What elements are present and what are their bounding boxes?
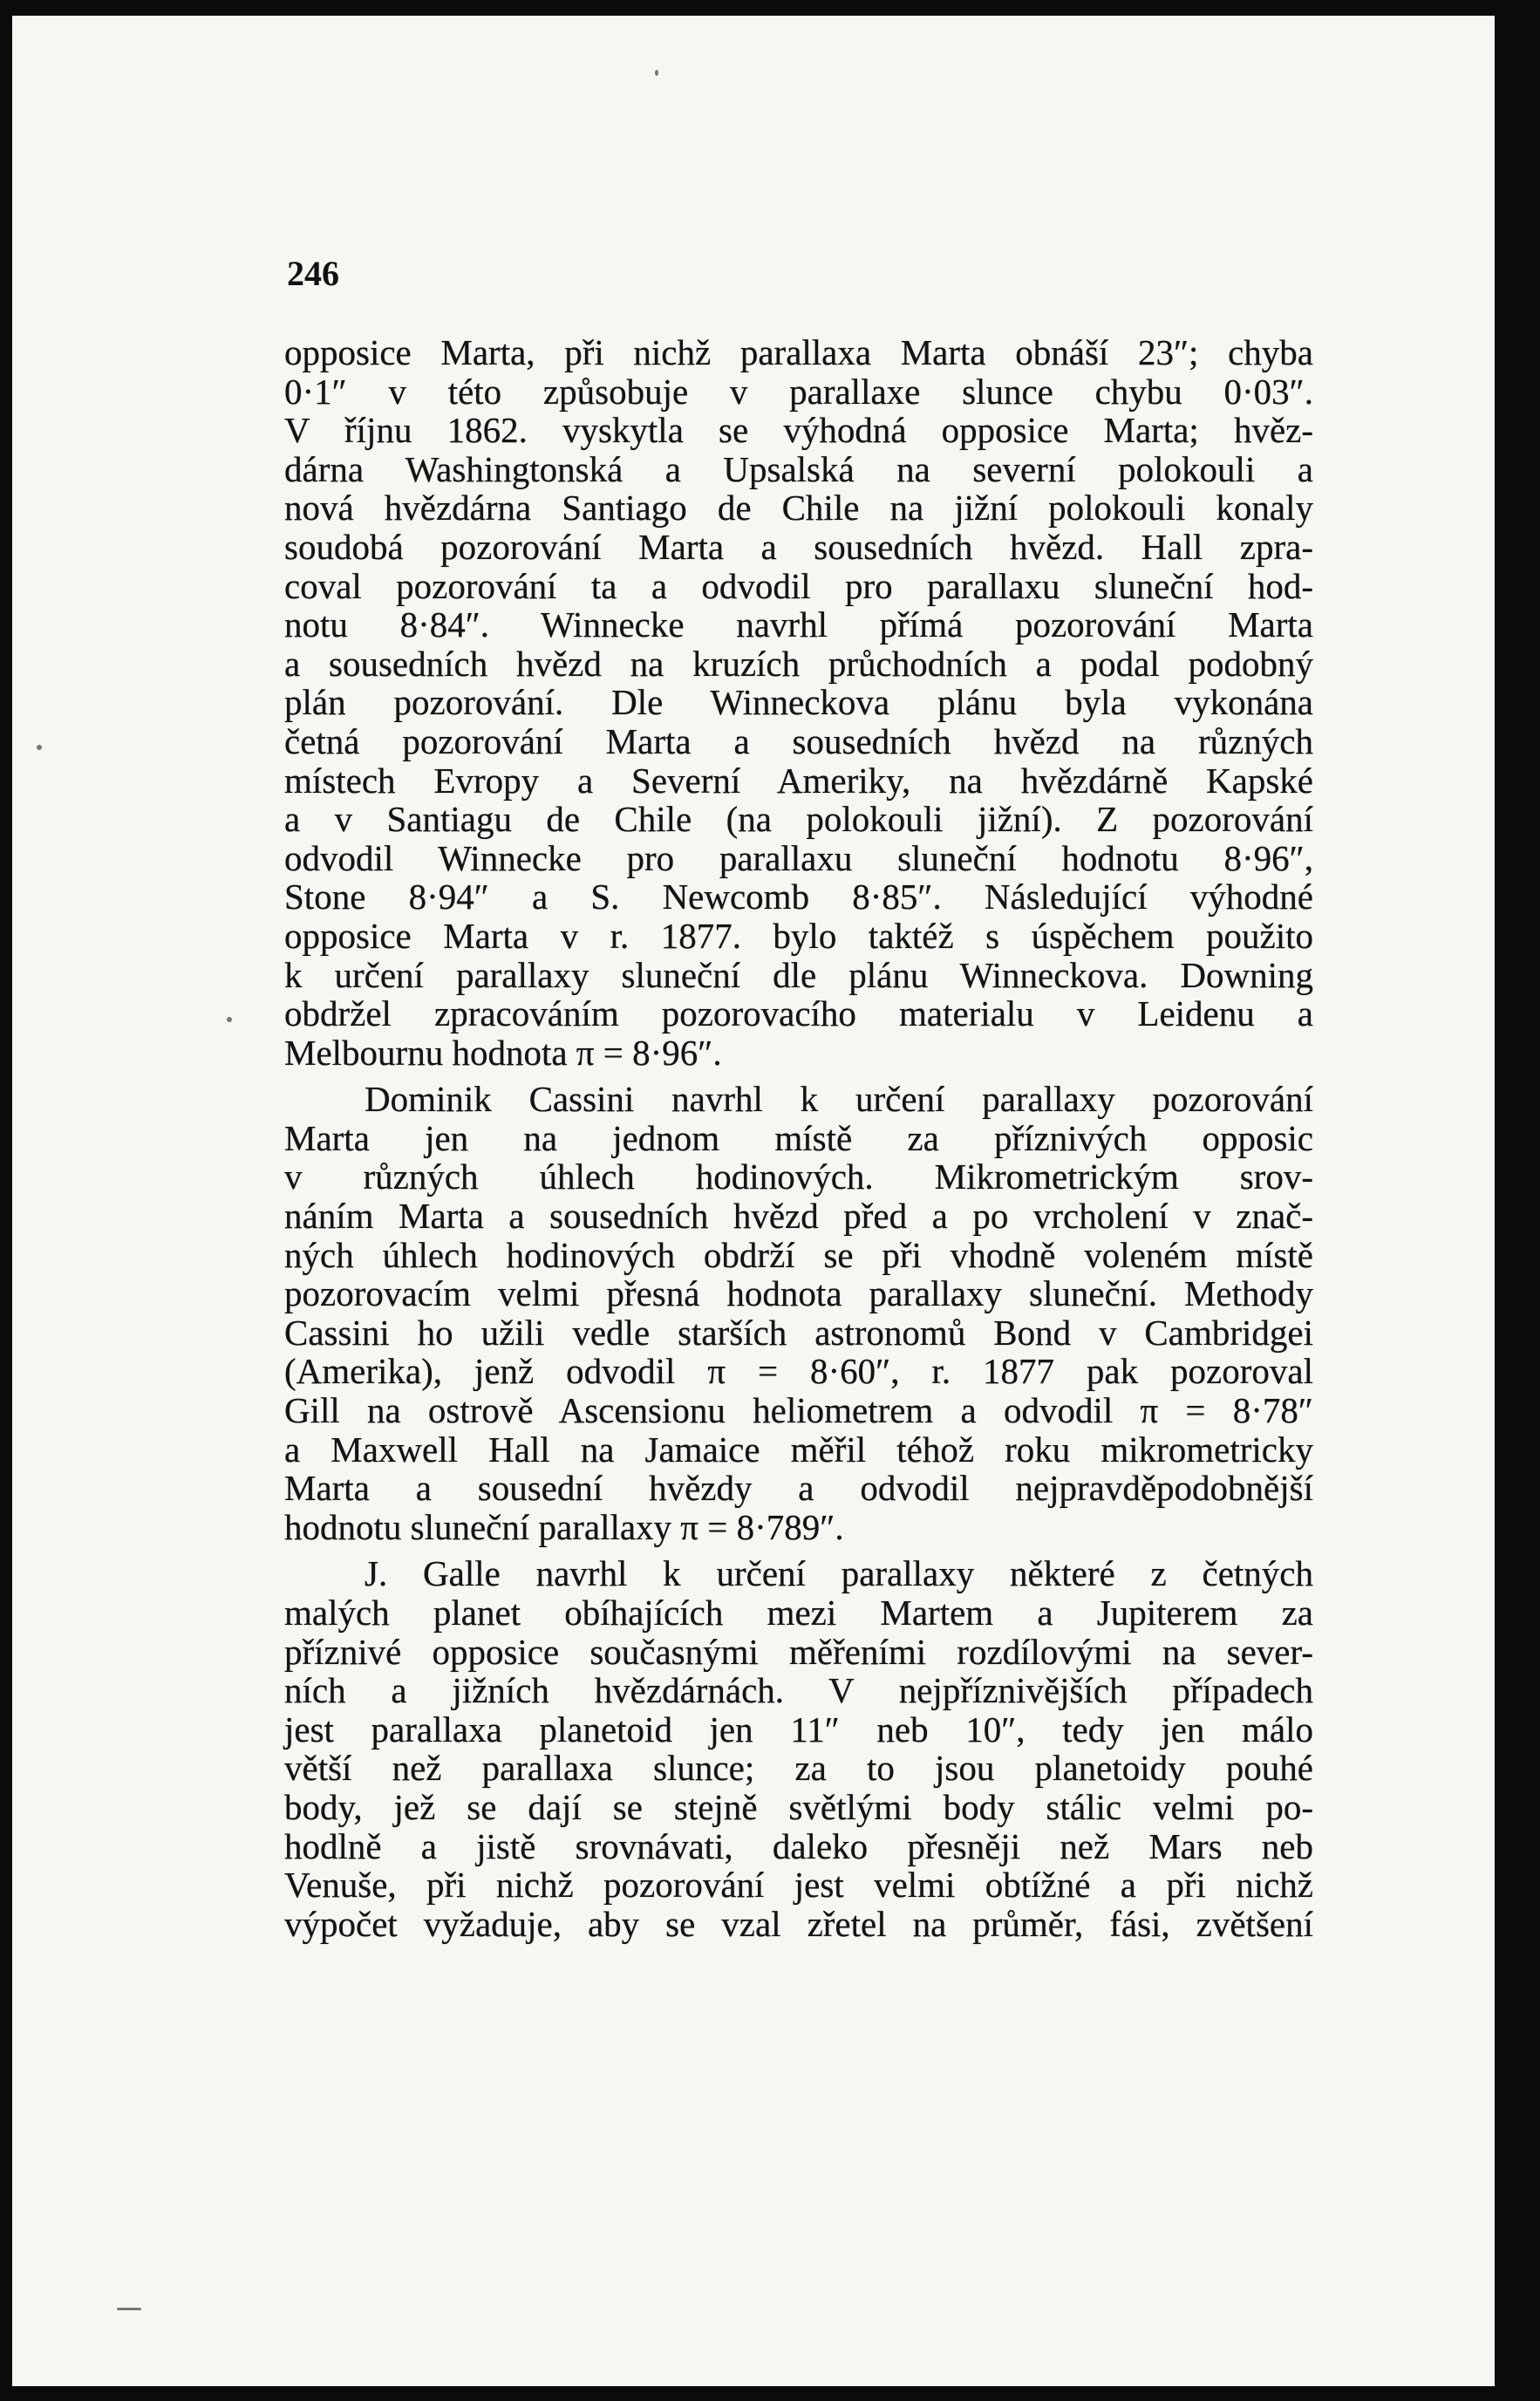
paragraph [284,1080,1313,1546]
text-line: opposice Marta v r. 1877. bylo taktéž s úspěchem použito [284,915,1313,956]
scan-speck [655,70,658,76]
text-line: hodlně a jistě srovnávati, daleko přesněji než Mars neb [284,1825,1313,1866]
text-line: četná pozorování Marta a sousedních hvězd na různých [284,720,1313,761]
text-line: a Maxwell Hall na Jamaice měřil téhož roku mikrometricky [284,1429,1313,1470]
text-line: Dominik Cassini navrhl k určení parallaxy pozorování [365,1079,1313,1120]
scan-speck [227,1017,232,1022]
text-line: Marta jen na jednom místě za příznivých opposic [284,1117,1313,1158]
text-line: nová hvězdárna Santiago de Chile na jižní polokouli konaly [284,488,1313,529]
text-line: hodnotu sluneční parallaxy π = 8·789″. [284,1506,844,1547]
text-line: (Amerika), jenž odvodil π = 8·60″, r. 1877 pak pozoroval [284,1351,1313,1392]
text-line: Stone 8·94″ a S. Newcomb 8·85″. Následující výhodné [284,877,1313,917]
text-line: J. Galle navrhl k určení parallaxy některé z četných [365,1553,1313,1594]
text-line: V říjnu 1862. vyskytla se výhodná opposice Marta; hvěz- [284,410,1313,451]
text-line: příznivé opposice současnými měřeními rozdílovými na sever- [284,1631,1313,1672]
text-line: pozorovacím velmi přesná hodnota parallaxy sluneční. Methody [284,1273,1313,1314]
text-line: coval pozorování ta a odvodil pro parallaxu sluneční hod- [284,565,1313,606]
text-line: Venuše, při nichž pozorování jest velmi obtížné a při nichž [284,1865,1313,1906]
text-line: větší než parallaxa slunce; za to jsou planetoidy pouhé [284,1748,1313,1789]
text-line: malých planet obíhajících mezi Martem a Jupiterem za [284,1593,1313,1633]
text-line: a sousedních hvězd na kruzích průchodních a podal podobný [284,643,1313,684]
text-line: jest parallaxa planetoid jen 11″ neb 10″, tedy jen málo [284,1709,1313,1750]
text-line: a v Santiagu de Chile (na polokouli jižní). Z pozorování [284,799,1313,840]
text-line: body, jež se dají se stejně světlými body stálic velmi po- [284,1786,1313,1827]
text-line: odvodil Winnecke pro parallaxu sluneční hodnotu 8·96″, [284,837,1313,878]
body-text [284,333,1313,1943]
text-line: ních a jižních hvězdárnách. V nejpříznivějších případech [284,1670,1313,1711]
text-line: Marta a sousední hvězdy a odvodil nejpravděpodobnější [284,1468,1313,1509]
text-line: náním Marta a sousedních hvězd před a po vrcholení v znač- [284,1196,1313,1237]
book-page [12,16,1495,2386]
text-line: místech Evropy a Severní Ameriky, na hvězdárně Kapské [284,760,1313,801]
scan-speck [37,745,42,750]
paragraph [284,333,1313,1072]
scan-speck [117,2308,141,2310]
text-line: ných úhlech hodinových obdrží se při vhodně voleném místě [284,1234,1313,1275]
text-line: v různých úhlech hodinových. Mikrometrickým srov- [284,1156,1313,1197]
text-line: notu 8·84″. Winnecke navrhl přímá pozorování Marta [284,604,1313,645]
text-line: dárna Washingtonská a Upsalská na severní polokouli a [284,448,1313,489]
text-line: Gill na ostrově Ascensionu heliometrem a odvodil π = 8·78″ [284,1390,1313,1431]
paragraph [284,1554,1313,1943]
page-number: 246 [287,254,339,293]
text-line: Melbournu hodnota π = 8·96″. [284,1032,722,1073]
text-line: opposice Marta, při nichž parallaxa Marta obnáší 23″; chyba [284,332,1313,372]
text-line: 0·1″ v této způsobuje v parallaxe slunce chybu 0·03″. [284,371,1313,412]
text-line: plán pozorování. Dle Winneckova plánu byla vykonána [284,682,1313,723]
text-line: obdržel zpracováním pozorovacího materialu v Leidenu a [284,993,1313,1034]
text-line: výpočet vyžaduje, aby se vzal zřetel na průměr, fási, zvětšení [284,1903,1313,1944]
text-line: k určení parallaxy sluneční dle plánu Winneckova. Downing [284,954,1313,995]
text-line: soudobá pozorování Marta a sousedních hvězd. Hall zpra- [284,526,1313,567]
text-line: Cassini ho užili vedle starších astronomů Bond v Cambridgei [284,1312,1313,1353]
